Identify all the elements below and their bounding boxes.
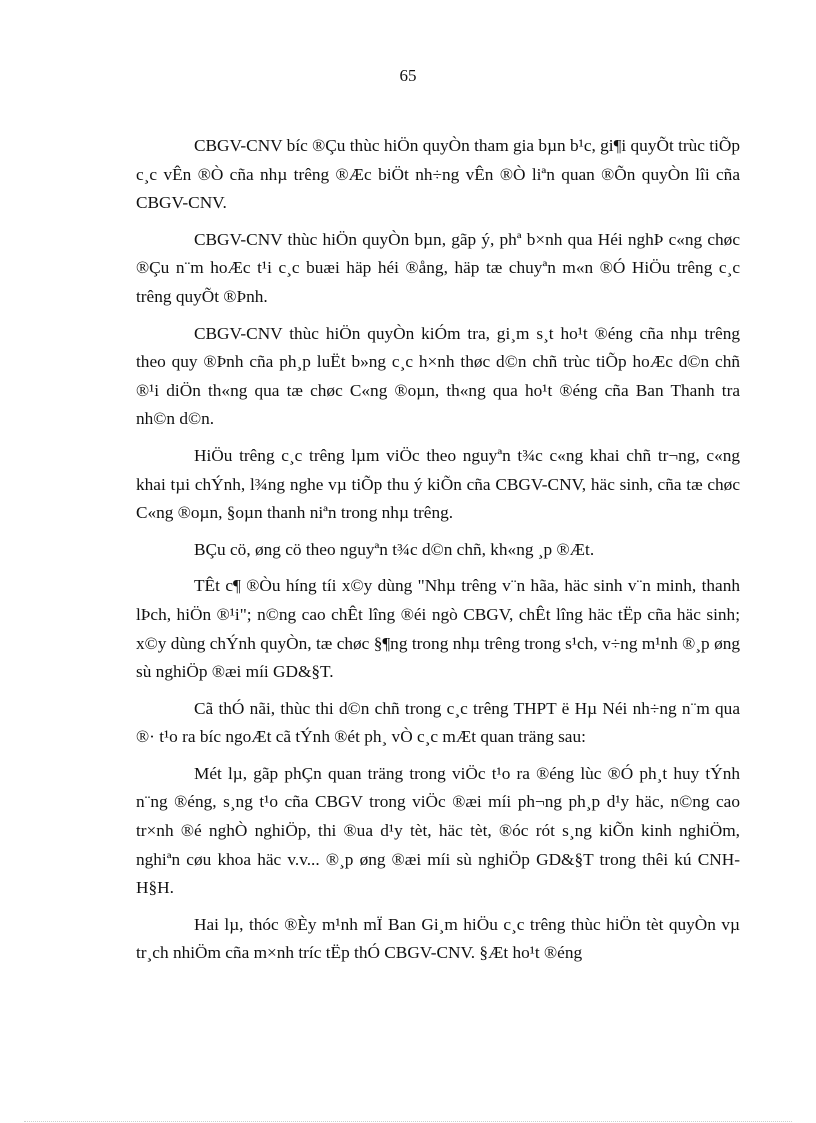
page-bottom-divider — [24, 1121, 792, 1122]
paragraph-5: BÇu cö, øng cö theo nguyªn t¾c d©n chñ, kh«ng ¸p ®Æt. — [194, 539, 595, 559]
paragraph-7: Cã thÓ nãi, thùc thi d©n chñ trong c¸c trêng THPT ë Hµ Néi nh÷ng n¨m qua ®· t¹o ra bíc ngoÆt cã tÝnh ®ét ph¸ vÒ c¸c mÆt quan träng sau: — [136, 698, 740, 747]
paragraph-9: Hai lµ, thóc ®Èy m¹nh mÏ Ban Gi¸m hiÖu c¸c trêng thùc hiÖn tèt quyÒn vµ tr¸ch nhiÖm cña m×nh tríc tËp thÓ CBGV-CNV. §Æt ho¹t ®éng — [136, 914, 740, 963]
paragraph-4: HiÖu trêng c¸c trêng lµm viÖc theo nguyªn t¾c c«ng khai chñ tr¬ng, c«ng khai tµi chÝnh, l¾ng nghe vµ tiÕp thu ý kiÕn cña CBGV-CNV, häc sinh, cña tæ chøc C«ng ®oµn, §oµn thanh niªn trong nhµ trêng. — [136, 445, 740, 523]
body-text — [136, 132, 740, 976]
paragraph-1: CBGV-CNV bíc ®Çu thùc hiÖn quyÒn tham gia bµn b¹c, gi¶i quyÕt trùc tiÕp c¸c vÊn ®Ò cña nhµ trêng ®Æc biÖt nh÷ng vÊn ®Ò liªn quan ®Õn quyÒn lîi cña CBGV-CNV. — [136, 136, 740, 213]
paragraph-3: CBGV-CNV thùc hiÖn quyÒn kiÓm tra, gi¸m s¸t ho¹t ®éng cña nhµ trêng theo quy ®Þnh cña ph¸p luËt b»ng c¸c h×nh thøc d©n chñ trùc tiÕp hoÆc d©n chñ ®¹i diÖn th«ng qua tæ chøc C«ng ®oµn, th«ng qua ho¹t ®éng cña Ban Thanh tra nh©n d©n. — [136, 323, 740, 429]
paragraph-8: Mét lµ, gãp phÇn quan träng trong viÖc t¹o ra ®éng lùc ®Ó ph¸t huy tÝnh n¨ng ®éng, s¸ng t¹o cña CBGV trong viÖc ®æi míi ph¬ng ph¸p d¹y häc, n©ng cao tr×nh ®é nghÒ nghiÖp, thi ®ua d¹y tèt, häc tèt, ®óc rót s¸ng kiÕn kinh nghiÖm, nghiªn cøu khoa häc v.v... ®¸p øng ®æi míi sù nghiÖp GD&§T trong thêi kú CNH-H§H. — [136, 763, 740, 898]
paragraph-6: TÊt c¶ ®Òu híng tíi x©y dùng "Nhµ trêng v¨n hãa, häc sinh v¨n minh, thanh lÞch, hiÖn ®¹i"; n©ng cao chÊt lîng ®éi ngò CBGV, chÊt lîng häc tËp cña häc sinh; x©y dùng chÝnh quyÒn, tæ chøc §¶ng trong nhµ trêng trong s¹ch, v÷ng m¹nh ®¸p øng sù nghiÖp ®æi míi GD&§T. — [136, 576, 740, 682]
page-number: 65 — [399, 66, 417, 85]
paragraph-2: CBGV-CNV thùc hiÖn quyÒn bµn, gãp ý, phª b×nh qua Héi nghÞ c«ng chøc ®Çu n¨m hoÆc t¹i c¸c buæi häp héi ®ång, häp tæ chuyªn m«n ®Ó HiÖu trêng c¸c trêng quyÕt ®Þnh. — [136, 229, 740, 306]
